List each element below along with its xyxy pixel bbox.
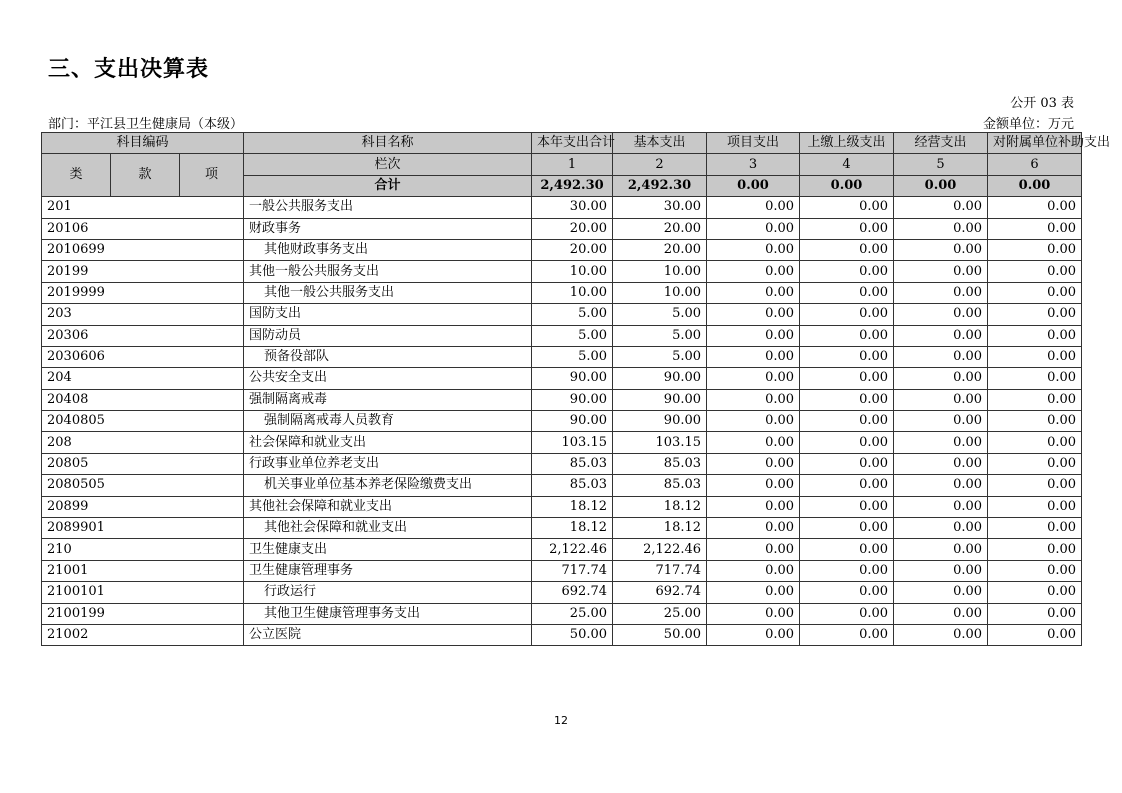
row-value: 85.03 [532,453,613,474]
row-code: 20306 [42,325,244,346]
row-value: 0.00 [988,411,1082,432]
row-value: 0.00 [988,239,1082,260]
row-value: 5.00 [532,304,613,325]
table-row [42,518,1082,539]
header-subsidy: 对附属单位补助支出 [988,133,1082,154]
row-code: 210 [42,539,244,560]
header-row [42,133,1082,154]
row-value: 0.00 [707,560,800,581]
row-code: 2030606 [42,346,244,367]
row-name: 其他社会保障和就业支出 [244,496,532,517]
header-kuan: 款 [111,154,180,197]
row-value: 0.00 [707,304,800,325]
row-value: 103.15 [532,432,613,453]
row-value: 0.00 [988,539,1082,560]
row-value: 692.74 [613,582,707,603]
table-row [42,325,1082,346]
row-value: 50.00 [532,624,613,645]
row-name: 机关事业单位基本养老保险缴费支出 [244,475,532,496]
row-value: 0.00 [988,603,1082,624]
row-code: 20805 [42,453,244,474]
row-value: 20.00 [532,218,613,239]
row-name: 强制隔离戒毒人员教育 [244,411,532,432]
row-value: 0.00 [800,239,894,260]
col-num-4: 4 [800,154,894,175]
row-value: 0.00 [988,389,1082,410]
row-value: 0.00 [800,496,894,517]
row-name: 其他卫生健康管理事务支出 [244,603,532,624]
row-value: 0.00 [707,432,800,453]
row-value: 0.00 [988,582,1082,603]
row-value: 717.74 [613,560,707,581]
row-value: 0.00 [988,453,1082,474]
row-value: 85.03 [613,453,707,474]
column-number-row [42,154,1082,175]
row-value: 90.00 [532,411,613,432]
row-value: 90.00 [613,411,707,432]
row-value: 0.00 [800,304,894,325]
row-value: 0.00 [707,518,800,539]
row-value: 0.00 [988,432,1082,453]
row-value: 10.00 [532,261,613,282]
col-num-5: 5 [894,154,988,175]
expenditure-table [41,132,1111,646]
row-value: 0.00 [988,304,1082,325]
page-number: 12 [554,714,568,727]
department-label: 部门：平江县卫生健康局（本级） [48,117,244,132]
row-code: 2019999 [42,282,244,303]
row-code: 203 [42,304,244,325]
row-value: 0.00 [707,389,800,410]
row-value: 0.00 [707,346,800,367]
row-value: 0.00 [800,453,894,474]
row-code: 20106 [42,218,244,239]
row-value: 0.00 [707,582,800,603]
table-row [42,411,1082,432]
row-value: 0.00 [707,624,800,645]
row-value: 0.00 [894,539,988,560]
row-value: 0.00 [707,218,800,239]
row-value: 0.00 [800,368,894,389]
table-row [42,261,1082,282]
row-value: 0.00 [894,432,988,453]
header-total: 本年支出合计 [532,133,613,154]
row-value: 0.00 [894,239,988,260]
row-value: 717.74 [532,560,613,581]
col-num-1: 1 [532,154,613,175]
row-value: 5.00 [613,346,707,367]
total-value: 0.00 [894,175,988,196]
table-row [42,197,1082,218]
row-value: 0.00 [800,218,894,239]
header-lei: 类 [42,154,111,197]
table-row [42,539,1082,560]
total-value: 2,492.30 [613,175,707,196]
row-value: 0.00 [707,261,800,282]
total-value: 0.00 [988,175,1082,196]
table-row [42,475,1082,496]
row-value: 30.00 [613,197,707,218]
table-row [42,453,1082,474]
row-value: 0.00 [707,282,800,303]
row-value: 0.00 [707,496,800,517]
row-value: 0.00 [707,239,800,260]
col-num-3: 3 [707,154,800,175]
row-value: 20.00 [532,239,613,260]
row-value: 0.00 [988,560,1082,581]
row-value: 0.00 [988,496,1082,517]
row-name: 预备役部队 [244,346,532,367]
row-value: 0.00 [988,197,1082,218]
row-value: 0.00 [800,261,894,282]
row-value: 10.00 [532,282,613,303]
row-name: 一般公共服务支出 [244,197,532,218]
row-value: 85.03 [613,475,707,496]
row-value: 0.00 [988,325,1082,346]
row-value: 85.03 [532,475,613,496]
row-value: 25.00 [613,603,707,624]
row-value: 0.00 [707,325,800,346]
row-value: 0.00 [988,218,1082,239]
row-value: 0.00 [800,624,894,645]
row-value: 0.00 [894,218,988,239]
row-value: 0.00 [988,346,1082,367]
row-name: 公共安全支出 [244,368,532,389]
row-value: 0.00 [894,346,988,367]
row-value: 0.00 [894,475,988,496]
table-row [42,389,1082,410]
col-num-6: 6 [988,154,1082,175]
header-business: 经营支出 [894,133,988,154]
row-value: 0.00 [800,411,894,432]
row-value: 0.00 [894,518,988,539]
row-value: 18.12 [613,496,707,517]
row-value: 0.00 [800,603,894,624]
row-value: 5.00 [613,325,707,346]
table-row [42,282,1082,303]
table-row [42,368,1082,389]
header-basic: 基本支出 [613,133,707,154]
row-code: 2100101 [42,582,244,603]
row-value: 0.00 [894,197,988,218]
row-value: 20.00 [613,239,707,260]
row-value: 0.00 [988,368,1082,389]
header-project: 项目支出 [707,133,800,154]
row-code: 20899 [42,496,244,517]
row-name: 其他财政事务支出 [244,239,532,260]
row-value: 5.00 [613,304,707,325]
row-code: 20408 [42,389,244,410]
row-name: 卫生健康管理事务 [244,560,532,581]
row-name: 社会保障和就业支出 [244,432,532,453]
row-value: 90.00 [613,389,707,410]
row-code: 208 [42,432,244,453]
header-upper: 上缴上级支出 [800,133,894,154]
row-value: 18.12 [532,496,613,517]
row-value: 0.00 [707,411,800,432]
row-value: 0.00 [800,539,894,560]
table-row [42,624,1082,645]
header-code: 科目编码 [42,133,244,154]
header-lanci: 栏次 [244,154,532,175]
row-code: 21002 [42,624,244,645]
row-value: 0.00 [800,475,894,496]
row-value: 90.00 [532,368,613,389]
table-row [42,346,1082,367]
row-value: 0.00 [707,197,800,218]
row-name: 其他社会保障和就业支出 [244,518,532,539]
page-title: 三、支出决算表 [48,57,210,82]
row-name: 国防动员 [244,325,532,346]
row-code: 2080505 [42,475,244,496]
row-value: 0.00 [988,624,1082,645]
row-value: 90.00 [613,368,707,389]
row-value: 2,122.46 [613,539,707,560]
table-row [42,239,1082,260]
row-value: 0.00 [894,603,988,624]
total-value: 2,492.30 [532,175,613,196]
header-name: 科目名称 [244,133,532,154]
row-value: 0.00 [894,261,988,282]
row-value: 90.00 [532,389,613,410]
row-value: 0.00 [894,304,988,325]
row-value: 18.12 [532,518,613,539]
total-value: 0.00 [707,175,800,196]
row-value: 50.00 [613,624,707,645]
row-name: 强制隔离戒毒 [244,389,532,410]
row-code: 2100199 [42,603,244,624]
total-value: 0.00 [800,175,894,196]
form-number: 公开 03 表 [1010,96,1074,111]
row-value: 0.00 [894,325,988,346]
col-num-2: 2 [613,154,707,175]
row-value: 0.00 [894,389,988,410]
row-code: 2010699 [42,239,244,260]
row-value: 2,122.46 [532,539,613,560]
row-value: 0.00 [894,624,988,645]
row-value: 10.00 [613,261,707,282]
row-value: 0.00 [894,453,988,474]
table-row [42,560,1082,581]
row-value: 0.00 [894,411,988,432]
row-value: 0.00 [800,432,894,453]
row-code: 204 [42,368,244,389]
row-value: 10.00 [613,282,707,303]
table-row [42,582,1082,603]
row-value: 103.15 [613,432,707,453]
row-name: 行政事业单位养老支出 [244,453,532,474]
row-value: 0.00 [800,325,894,346]
row-name: 行政运行 [244,582,532,603]
row-value: 30.00 [532,197,613,218]
row-value: 0.00 [894,582,988,603]
row-value: 0.00 [800,582,894,603]
row-name: 国防支出 [244,304,532,325]
header-xiang: 项 [180,154,244,197]
row-value: 0.00 [894,496,988,517]
row-code: 2089901 [42,518,244,539]
row-name: 其他一般公共服务支出 [244,261,532,282]
row-code: 20199 [42,261,244,282]
row-value: 692.74 [532,582,613,603]
table-row [42,218,1082,239]
row-value: 0.00 [988,475,1082,496]
row-value: 0.00 [988,518,1082,539]
row-value: 0.00 [707,539,800,560]
row-value: 25.00 [532,603,613,624]
row-code: 201 [42,197,244,218]
row-value: 0.00 [707,475,800,496]
row-value: 0.00 [894,282,988,303]
row-value: 0.00 [707,368,800,389]
row-value: 0.00 [800,197,894,218]
row-value: 0.00 [800,518,894,539]
row-value: 5.00 [532,325,613,346]
table-row [42,432,1082,453]
row-name: 卫生健康支出 [244,539,532,560]
row-name: 其他一般公共服务支出 [244,282,532,303]
row-value: 0.00 [707,453,800,474]
total-label: 合计 [244,175,532,196]
row-value: 18.12 [613,518,707,539]
row-value: 0.00 [800,560,894,581]
row-value: 0.00 [988,282,1082,303]
row-value: 0.00 [800,282,894,303]
row-value: 0.00 [800,346,894,367]
row-value: 20.00 [613,218,707,239]
row-value: 0.00 [707,603,800,624]
unit-label: 金额单位：万元 [982,117,1074,132]
table-row [42,496,1082,517]
row-value: 0.00 [894,560,988,581]
row-value: 0.00 [894,368,988,389]
row-code: 21001 [42,560,244,581]
table-row [42,304,1082,325]
row-value: 0.00 [800,389,894,410]
row-code: 2040805 [42,411,244,432]
row-name: 公立医院 [244,624,532,645]
table-row [42,603,1082,624]
row-value: 0.00 [988,261,1082,282]
row-name: 财政事务 [244,218,532,239]
row-value: 5.00 [532,346,613,367]
